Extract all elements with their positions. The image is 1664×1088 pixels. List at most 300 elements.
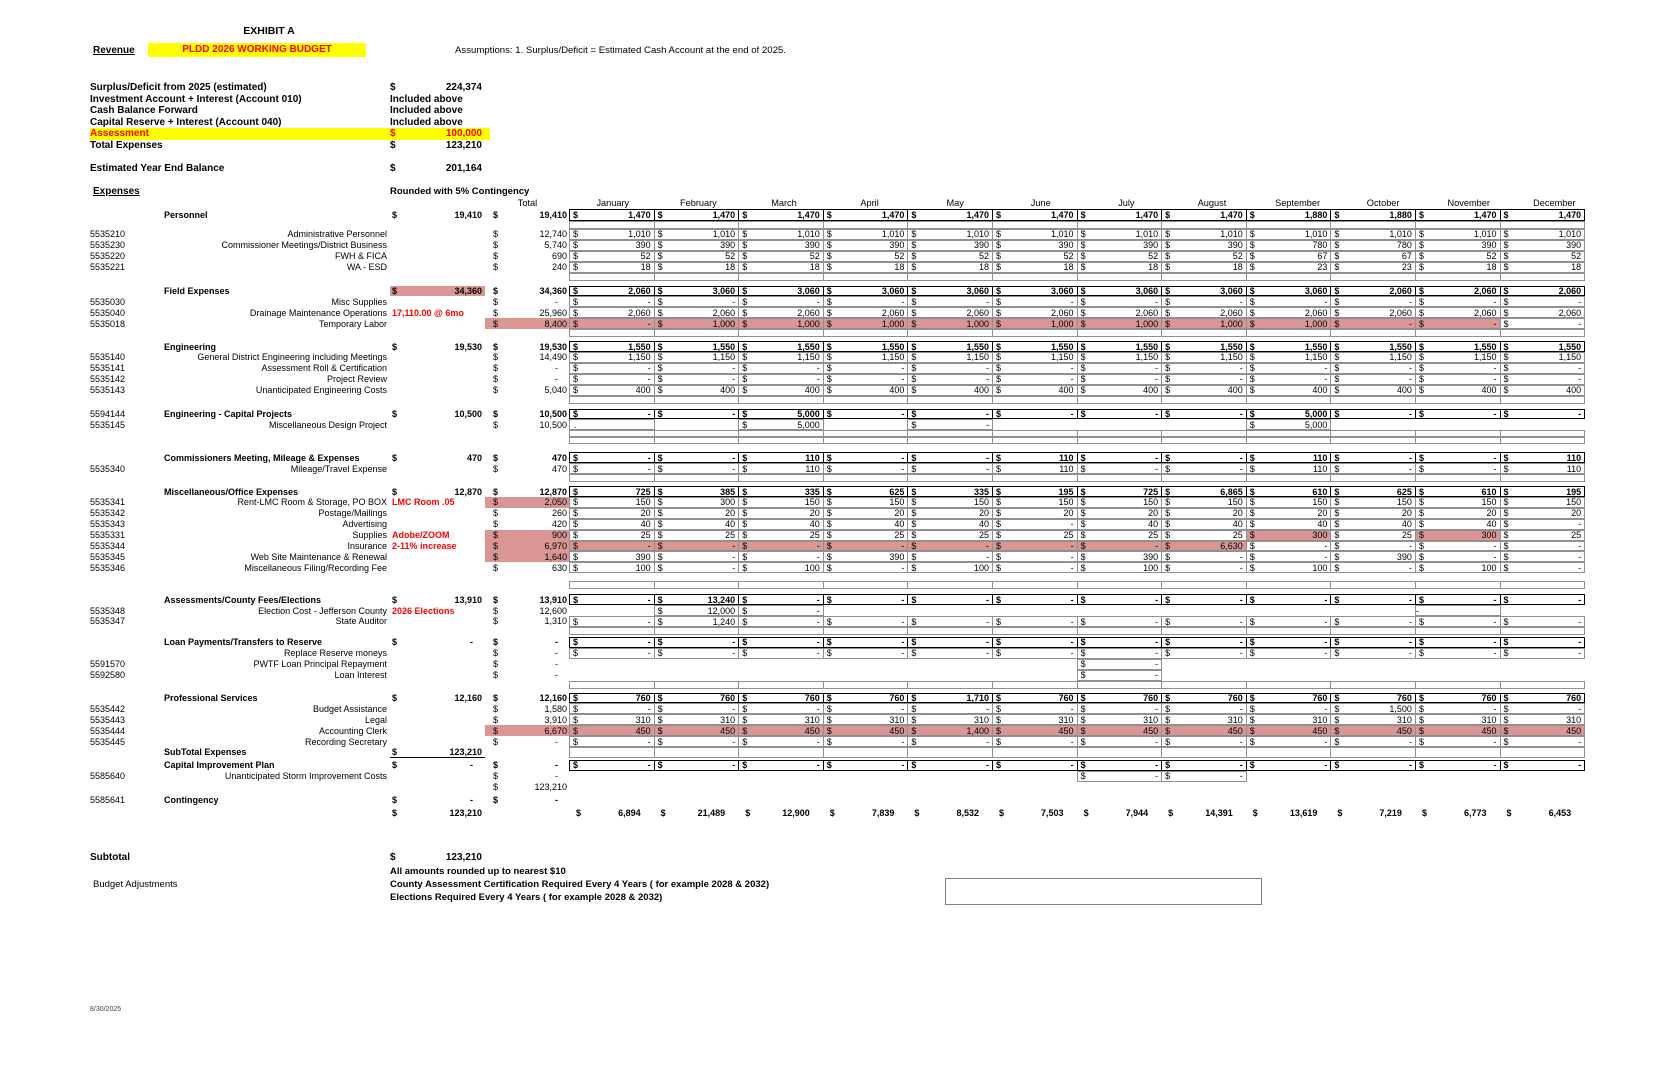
month-cell: $ 1,010 (1415, 229, 1501, 240)
month-cell: $ - (907, 452, 993, 463)
month-cell: $ 400 (823, 385, 909, 396)
month-cell: $ - (1161, 648, 1247, 659)
month-cell: $ 1,500 (1330, 703, 1416, 714)
month-cell: $ 1,550 (1500, 341, 1586, 352)
month-cell: $ - (1415, 703, 1501, 714)
month-cell: $ 18 (992, 262, 1078, 273)
month-cell: $ - (1161, 363, 1247, 374)
total-cell (485, 714, 570, 725)
month-cell: $ 2,060 (1161, 307, 1247, 318)
row-label: Budget Assistance (312, 703, 387, 714)
money-value: $ 470 (392, 452, 482, 463)
month-cell: $ 23 (1246, 262, 1332, 273)
account-number: 5535343 (90, 519, 126, 530)
rounded-total-cell (390, 747, 485, 758)
rounded-total-cell (390, 659, 485, 670)
month-cell: $ 760 (569, 693, 655, 704)
empty-month-cell (1161, 681, 1247, 689)
month-cell: $ 110 (992, 452, 1078, 463)
month-cell: $ - (992, 551, 1078, 562)
month-cell: $ 2,060 (907, 307, 993, 318)
month-cell: $ - (569, 363, 655, 374)
month-cell (1161, 670, 1247, 681)
month-cell: $ 13,619 (1252, 808, 1318, 819)
empty-month-cell (1330, 437, 1416, 444)
month-cell: $ 6,865 (1161, 486, 1247, 497)
table-row (90, 240, 1585, 251)
spacer-row (90, 329, 1585, 337)
month-cell: $ - (1415, 551, 1501, 562)
month-cell: $ 1,150 (823, 352, 909, 363)
table-row (90, 616, 1585, 627)
empty-month-cell (1415, 221, 1501, 229)
money-value: $ 19,530 (493, 341, 567, 352)
empty-month-cell (1500, 221, 1586, 229)
row-label: Personnel (164, 210, 208, 220)
month-cell: $ 6,453 (1506, 808, 1572, 819)
month-cell: $ - (1161, 703, 1247, 714)
total-cell (485, 519, 570, 530)
table-row (90, 725, 1585, 736)
month-cell: $ - (992, 616, 1078, 627)
empty-month-cell (907, 681, 993, 689)
row-label: Unanticipated Engineering Costs (255, 385, 387, 396)
month-cell: $ 725 (1077, 486, 1163, 497)
account-number: 5535348 (90, 605, 126, 616)
month-cell: $ - (1500, 703, 1586, 714)
table-row (90, 385, 1585, 396)
month-cell: $ 625 (1330, 486, 1416, 497)
empty-month-cell (738, 474, 824, 482)
empty-month-cell (1077, 221, 1163, 229)
month-cell: $ 780 (1330, 240, 1416, 251)
month-cell: $ 52 (907, 251, 993, 262)
month-cell: $ 1,000 (738, 318, 824, 329)
money-value: $ 12,600 (493, 605, 567, 616)
spacer-row (90, 430, 1585, 437)
month-cell: $ - (654, 363, 740, 374)
empty-month-cell (823, 221, 909, 229)
empty-month-cell (654, 474, 740, 482)
money-value: $ 420 (493, 519, 567, 530)
month-cell: $ 760 (823, 693, 909, 704)
month-cell: $ 1,150 (1330, 352, 1416, 363)
month-cell: $ - (654, 463, 740, 474)
month-cell (1415, 670, 1501, 681)
empty-month-cell (907, 396, 993, 404)
account-number: 5535345 (90, 551, 126, 562)
total-cell (485, 296, 570, 307)
empty-month-cell (1330, 273, 1416, 281)
month-cell: $ 310 (1161, 714, 1247, 725)
month-cell: $ - (1415, 637, 1501, 648)
month-cell: $ - (1500, 637, 1586, 648)
month-cell: $ 110 (1500, 452, 1586, 463)
month-cell: $ - (738, 363, 824, 374)
month-cell: $ 1,470 (823, 209, 909, 221)
month-cell: $ 400 (1161, 385, 1247, 396)
money-value: $ - (493, 760, 558, 771)
month-cell: $ 400 (1330, 385, 1416, 396)
money-value: $ 470 (493, 463, 567, 474)
month-cell (823, 419, 909, 430)
row-label: State Auditor (335, 616, 387, 627)
month-cell: $ 150 (1415, 497, 1501, 508)
total-cell (485, 725, 570, 736)
row-label: FWH & FICA (335, 251, 387, 262)
month-cell: $ 12,000 (654, 605, 740, 616)
month-cell: $ - (569, 296, 655, 307)
month-cell: $ 2,060 (1415, 286, 1501, 297)
month-cell: $ 390 (654, 240, 740, 251)
month-cell: $ 1,010 (1246, 229, 1332, 240)
month-cell: $ - (1077, 363, 1163, 374)
month-cell: $ 760 (1077, 693, 1163, 704)
month-cell: $ - (569, 374, 655, 385)
row-label: Advertising (342, 519, 387, 530)
month-cell: $ - (1330, 594, 1416, 605)
month-cell: $ 1,550 (569, 341, 655, 352)
empty-month-cell (907, 430, 993, 437)
empty-month-cell (654, 627, 740, 635)
empty-month-cell (738, 627, 824, 635)
month-cell: $ - (823, 363, 909, 374)
empty-month-cell (992, 581, 1078, 589)
table-row (90, 209, 1585, 221)
month-cell: $ - (569, 452, 655, 463)
row-label: Contingency (164, 794, 219, 805)
empty-month-cell (1500, 581, 1586, 589)
month-cell: $ - (1161, 771, 1247, 782)
month-cell: $ 3,060 (907, 286, 993, 297)
money-value: $ 12,740 (493, 229, 567, 240)
month-cell: $ - (1330, 541, 1416, 552)
month-cell: $ - (1246, 637, 1332, 648)
month-cell: $ 100 (1415, 562, 1501, 573)
revenue-section-label: Revenue (93, 45, 135, 56)
month-cell: $ 20 (569, 508, 655, 519)
money-value: $ 14,490 (493, 352, 567, 363)
account-number: 5535444 (90, 725, 126, 736)
empty-month-cell (823, 474, 909, 482)
month-cell (992, 419, 1078, 430)
money-value: $ 3,910 (493, 714, 567, 725)
month-cell: $ 400 (907, 385, 993, 396)
month-cell: $ 100 (907, 562, 993, 573)
month-cell: $ 25 (907, 530, 993, 541)
month-cell: $ 310 (1246, 714, 1332, 725)
month-cell (907, 659, 993, 670)
money-value: $ 10,500 (392, 409, 482, 420)
month-cell (738, 771, 824, 782)
month-cell: $ 52 (992, 251, 1078, 262)
month-cell: $ 25 (1077, 530, 1163, 541)
money-value: $ - (493, 771, 558, 782)
month-cell: $ 7,503 (998, 808, 1064, 819)
month-cell: $ 25 (654, 530, 740, 541)
row-label: Postage/Mailings (318, 508, 387, 519)
month-cell: $ 1,000 (1077, 318, 1163, 329)
month-header: September (1275, 197, 1321, 208)
account-number: 5535030 (90, 296, 126, 307)
month-cell: $ 3,060 (992, 286, 1078, 297)
month-cell: $ 1,000 (1161, 318, 1247, 329)
month-header: November (1447, 197, 1490, 208)
month-cell (907, 771, 993, 782)
month-cell: $ 1,000 (1246, 318, 1332, 329)
month-cell: $ - (738, 648, 824, 659)
empty-month-cell (569, 681, 655, 689)
month-cell: $ - (907, 296, 993, 307)
row-label: Web Site Maintenance & Renewal (250, 551, 387, 562)
month-cell: $ 1,550 (1330, 341, 1416, 352)
rounded-total-cell (390, 352, 485, 363)
month-cell: $ 1,150 (654, 352, 740, 363)
month-cell: $ 1,010 (654, 229, 740, 240)
money-value: $ 12,160 (493, 692, 567, 703)
month-cell: $ - (907, 703, 993, 714)
total-cell (485, 747, 570, 758)
month-cell (1500, 419, 1586, 430)
month-cell: $ - (1330, 637, 1416, 648)
row-note: Adobe/ZOOM (392, 530, 450, 541)
total-cell (485, 452, 570, 463)
month-cell: $ - (1415, 648, 1501, 659)
account-number: 5535346 (90, 562, 126, 573)
month-cell: $ - (1161, 374, 1247, 385)
rounded-total-cell (390, 209, 485, 221)
table-row (90, 714, 1585, 725)
month-cell: $ - (1246, 736, 1332, 747)
month-cell: $ - (1077, 771, 1163, 782)
month-cell: $ 3,060 (1077, 286, 1163, 297)
month-cell: $ - (654, 703, 740, 714)
month-cell: $ - (823, 760, 909, 771)
empty-month-cell (1500, 681, 1586, 689)
money-value: $ 6,970 (493, 541, 567, 552)
total-cell (485, 374, 570, 385)
row-label: Commissioners Meeting, Mileage & Expenses (164, 452, 360, 463)
month-cell: $ - (1246, 594, 1332, 605)
month-cell: $ 760 (992, 693, 1078, 704)
rounded-total-cell (390, 519, 485, 530)
month-cell: $ - (907, 374, 993, 385)
month-cell: $ - (1330, 374, 1416, 385)
total-cell (485, 807, 570, 819)
month-cell: - (1415, 605, 1501, 616)
month-cell: $ - (1246, 760, 1332, 771)
month-cell (992, 605, 1078, 616)
month-cell: $ - (738, 605, 824, 616)
month-cell: $ - (654, 551, 740, 562)
row-label: Miscellaneous/Office Expenses (164, 486, 299, 497)
account-number: 5535142 (90, 374, 126, 385)
row-label: Misc Supplies (331, 296, 387, 307)
month-cell: $ - (1330, 736, 1416, 747)
month-cell (1161, 605, 1247, 616)
account-number: 5594144 (90, 409, 126, 420)
month-cell: $ - (1246, 551, 1332, 562)
row-label: Unanticipated Storm Improvement Costs (224, 771, 387, 782)
account-number: 5535221 (90, 262, 126, 273)
empty-month-cell (738, 681, 824, 689)
summary-row: Estimated Year End Balance $ 201,164 (90, 163, 482, 175)
month-cell: $ - (1077, 703, 1163, 714)
spacer-row (90, 396, 1585, 404)
empty-month-cell (1161, 437, 1247, 444)
month-cell: $ 1,010 (738, 229, 824, 240)
month-cell (992, 659, 1078, 670)
month-cell: $ - (1415, 541, 1501, 552)
rounded-contingency-label: Rounded with 5% Contingency (390, 186, 530, 197)
table-row (90, 659, 1585, 670)
month-cell: $ 100 (1077, 562, 1163, 573)
total-cell (485, 771, 570, 782)
rounded-total-cell (390, 782, 485, 793)
table-row (90, 562, 1585, 573)
month-cell: $ - (569, 648, 655, 659)
total-cell (485, 508, 570, 519)
month-cell: $ 1,010 (1500, 229, 1586, 240)
month-cell (1246, 605, 1332, 616)
budget-title: PLDD 2026 WORKING BUDGET (148, 43, 366, 57)
month-cell: $ 1,710 (907, 693, 993, 704)
account-number: 5535145 (90, 419, 126, 430)
empty-month-cell (569, 329, 655, 337)
month-cell: $ - (1415, 296, 1501, 307)
month-cell (992, 771, 1078, 782)
subtotal-value (390, 852, 482, 863)
money-value: $ 12,870 (493, 486, 567, 497)
month-cell: $ 1,150 (569, 352, 655, 363)
total-cell (485, 209, 570, 221)
row-label: WA - ESD (346, 262, 387, 273)
table-row (90, 508, 1585, 519)
month-cell: $ - (1415, 318, 1501, 329)
month-cell: $ - (569, 760, 655, 771)
month-cell (1330, 771, 1416, 782)
month-header: August (1197, 197, 1227, 208)
row-label: Assessment Roll & Certification (261, 363, 387, 374)
account-number: 5535143 (90, 385, 126, 396)
total-cell (485, 251, 570, 262)
empty-month-cell (1415, 681, 1501, 689)
empty-month-cell (1161, 329, 1247, 337)
account-number: 5535341 (90, 497, 126, 508)
month-cell: $ 20 (1077, 508, 1163, 519)
empty-month-cell (823, 396, 909, 404)
month-cell: $ - (1077, 670, 1163, 681)
total-cell (485, 551, 570, 562)
empty-month-cell (992, 681, 1078, 689)
row-label: Miscellaneous Design Project (268, 419, 387, 430)
empty-month-cell (1330, 681, 1416, 689)
table-row (90, 286, 1585, 297)
empty-month-cell (823, 627, 909, 635)
month-cell: $ 40 (1330, 519, 1416, 530)
month-cell: $ 390 (992, 240, 1078, 251)
month-cell: $ - (654, 736, 740, 747)
month-cell: $ 400 (569, 385, 655, 396)
month-cell: $ - (1330, 760, 1416, 771)
table-row (90, 736, 1585, 747)
empty-month-cell (654, 430, 740, 437)
month-cell: $ 100 (738, 562, 824, 573)
empty-month-cell (823, 430, 909, 437)
row-label: Drainage Maintenance Operations (249, 307, 387, 318)
month-cell: $ 110 (992, 463, 1078, 474)
month-cell (738, 670, 824, 681)
table-row (90, 760, 1585, 771)
month-cell (654, 419, 740, 430)
row-label: Loan Payments/Transfers to Reserve (164, 637, 323, 648)
month-cell: $ - (1246, 363, 1332, 374)
account-number: 5535344 (90, 541, 126, 552)
empty-month-cell (992, 329, 1078, 337)
empty-month-cell (992, 221, 1078, 229)
budget-adjustments-label: Budget Adjustments (93, 879, 178, 890)
empty-month-cell (1415, 581, 1501, 589)
empty-month-cell (569, 273, 655, 281)
month-cell: $ 100 (1246, 562, 1332, 573)
month-cell: $ 18 (738, 262, 824, 273)
row-label: Professional Services (164, 692, 258, 703)
month-cell: $ - (1077, 463, 1163, 474)
exhibit-title: EXHIBIT A (243, 25, 295, 37)
table-row (90, 296, 1585, 307)
month-cell: $ - (569, 736, 655, 747)
money-value: $ 5,040 (493, 385, 567, 396)
empty-month-cell (738, 430, 824, 437)
month-cell: $ 25 (1161, 530, 1247, 541)
empty-month-cell (654, 273, 740, 281)
empty-month-cell (1246, 474, 1332, 482)
month-cell: $ 390 (1415, 240, 1501, 251)
month-cell: $ 2,060 (569, 307, 655, 318)
month-cell: $ 450 (992, 725, 1078, 736)
rounded-total-cell (390, 374, 485, 385)
month-cell: $ 20 (738, 508, 824, 519)
month-cell: $ 400 (1246, 385, 1332, 396)
rounded-total-cell (390, 637, 485, 648)
money-value: $ 34,360 (392, 286, 482, 296)
month-cell: $ 25 (1500, 530, 1586, 541)
month-cell: $ 1,010 (1161, 229, 1247, 240)
month-cell: $ 1,000 (823, 318, 909, 329)
money-value: $ 123,210 (390, 747, 485, 758)
empty-month-cell (1246, 627, 1332, 635)
month-cell: $ 2,060 (569, 286, 655, 297)
month-cell (569, 605, 655, 616)
month-cell: $ 5,000 (1246, 419, 1332, 430)
month-cell: $ 13,240 (654, 594, 740, 605)
sheet-date: 8/30/2025 (90, 1006, 122, 1013)
month-cell: $ - (654, 562, 740, 573)
month-cell: $ 1,000 (907, 318, 993, 329)
month-cell: $ 1,010 (1077, 229, 1163, 240)
month-cell: $ - (1500, 616, 1586, 627)
month-cell: $ 150 (569, 497, 655, 508)
empty-month-cell (1077, 437, 1163, 444)
total-cell (485, 541, 570, 552)
month-cell: $ 20 (823, 508, 909, 519)
month-cell: $ 390 (1330, 551, 1416, 562)
total-column-header: Total (517, 197, 538, 208)
table-row (90, 605, 1585, 616)
row-label: General District Engineering including Meetings (197, 352, 387, 363)
rounded-total-cell (390, 703, 485, 714)
month-cell: $ - (1415, 409, 1501, 420)
